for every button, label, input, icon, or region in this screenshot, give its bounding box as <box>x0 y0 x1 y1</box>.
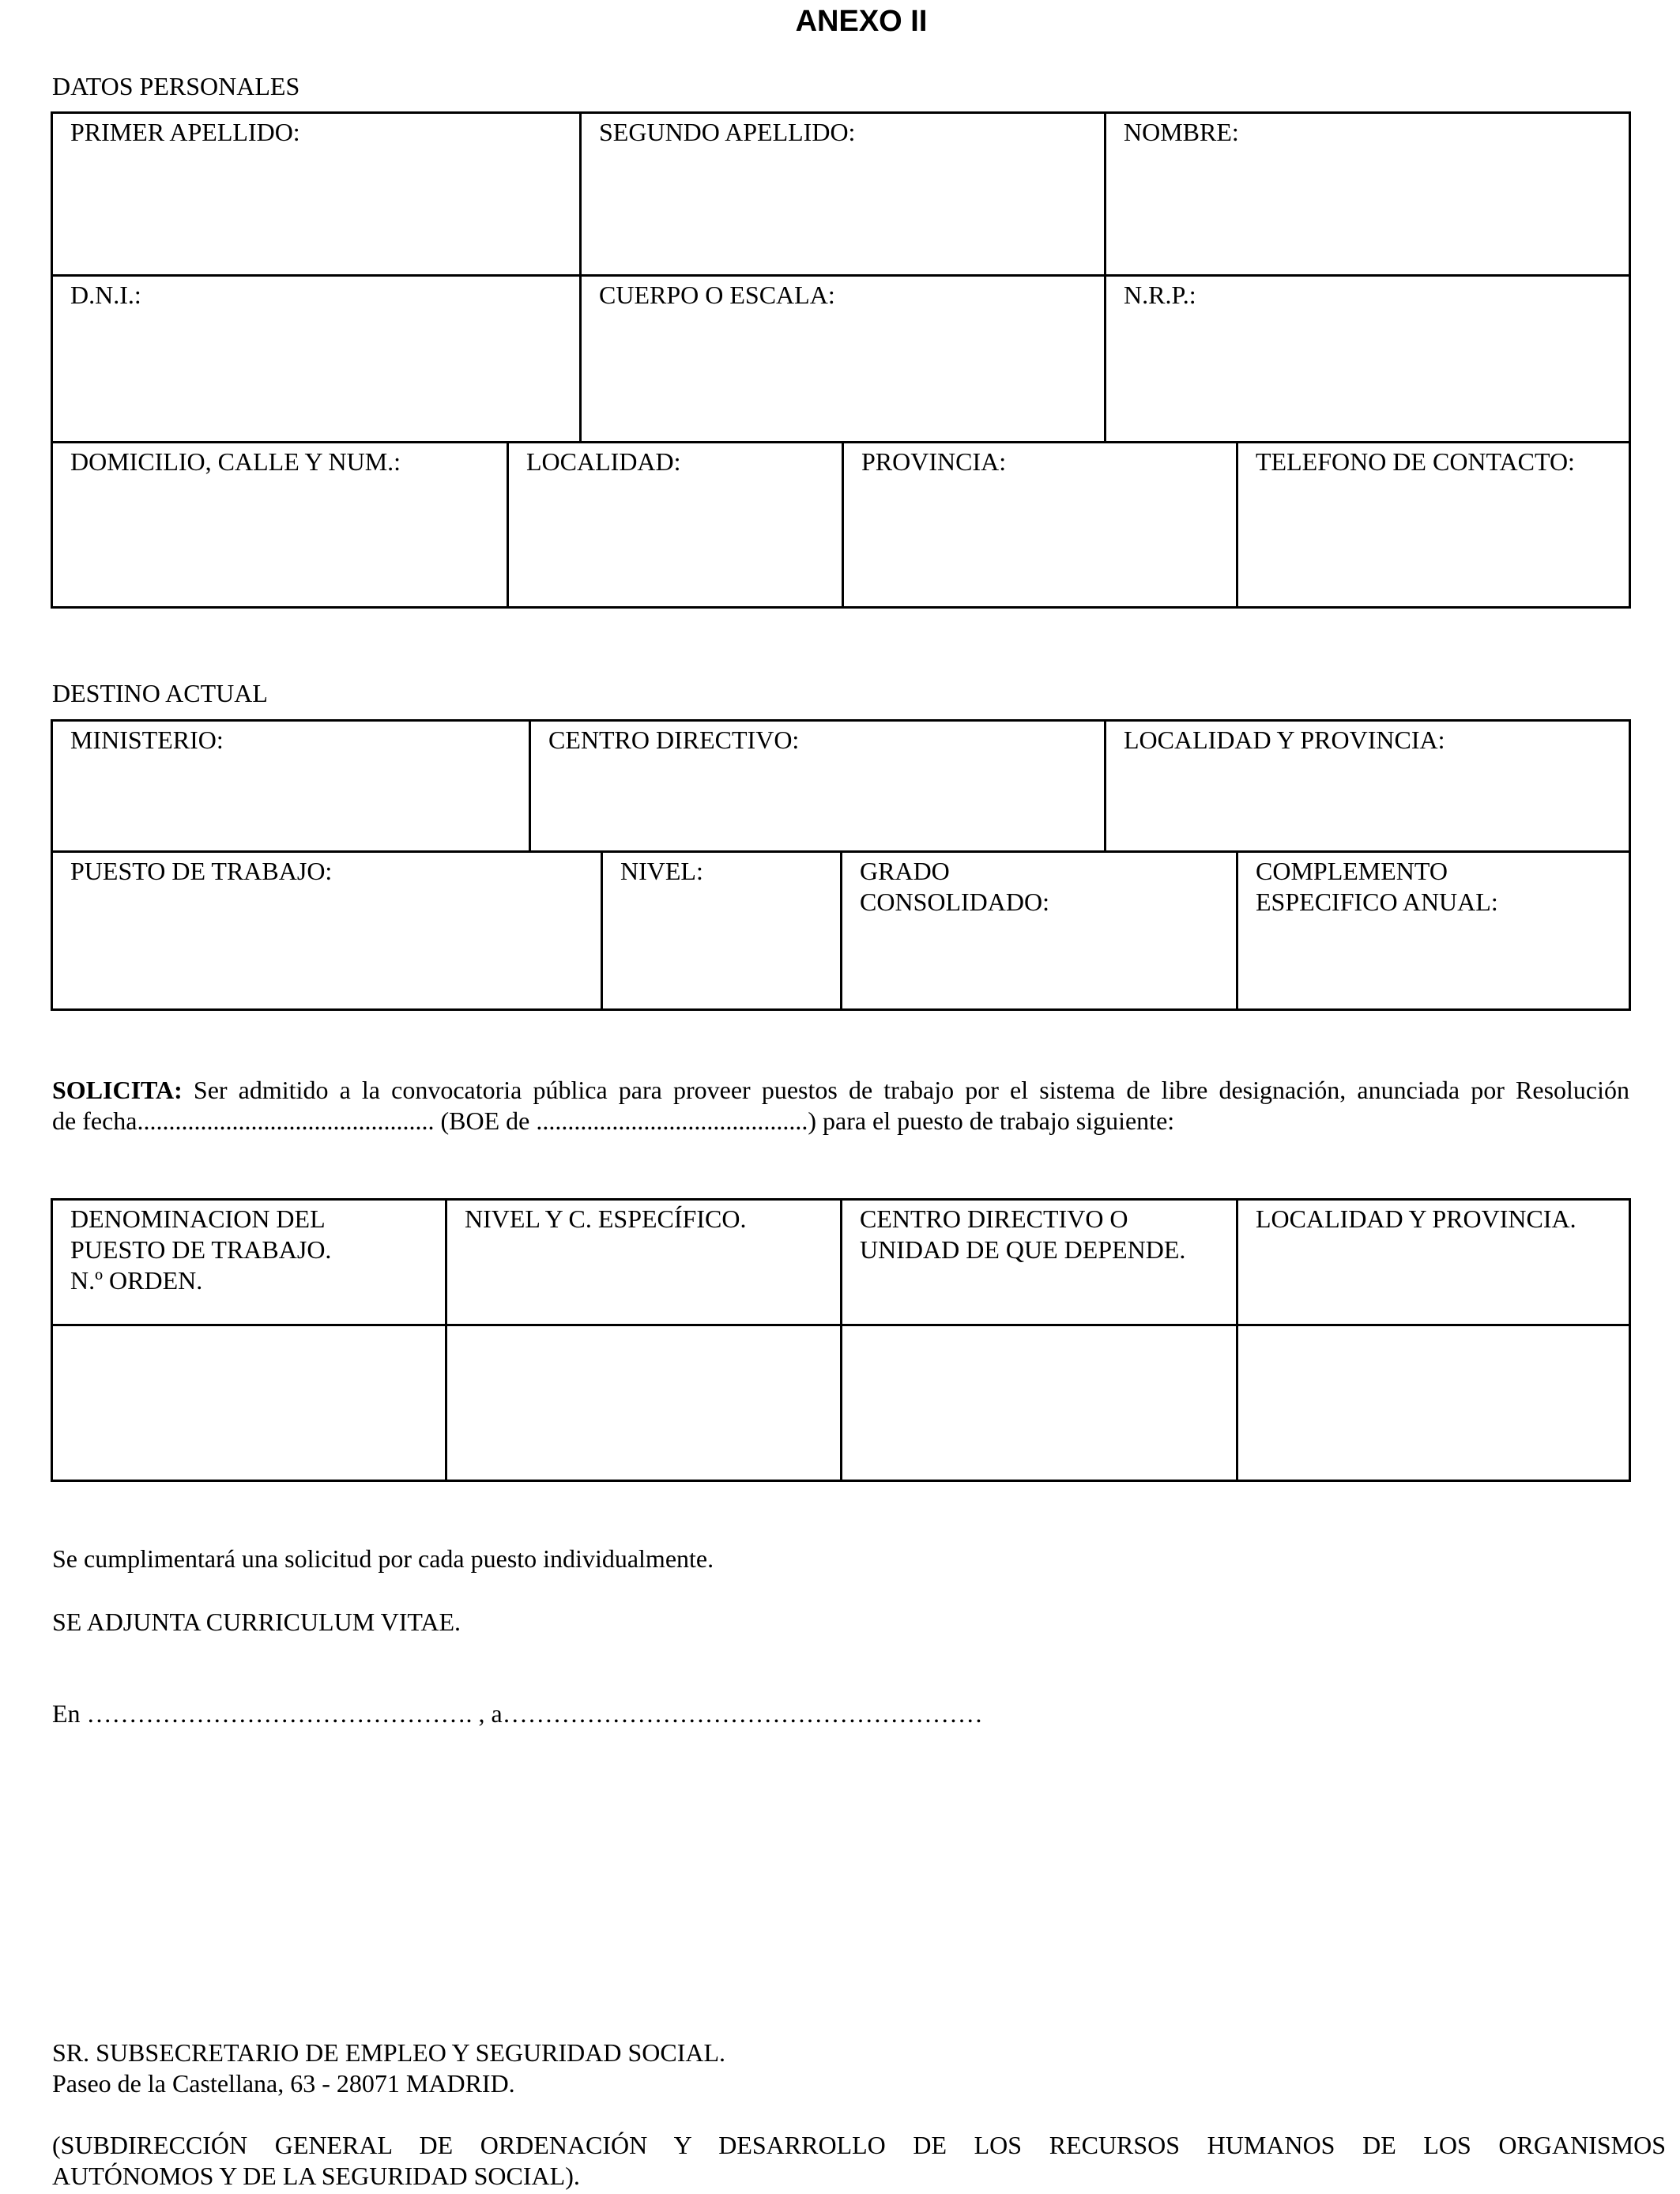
field-segundo-apellido[interactable] <box>582 114 1104 274</box>
field-ministerio[interactable] <box>53 722 529 850</box>
field-localidad[interactable] <box>509 443 842 606</box>
field-nivel[interactable] <box>603 853 840 1008</box>
field-localidad-provincia[interactable] <box>1106 722 1629 850</box>
field-label: SEGUNDO APELLIDO: <box>599 118 856 146</box>
field-label: PRIMER APELLIDO: <box>70 118 300 146</box>
place-date-line[interactable]: En ………………………………………. , a………………………………………………… <box>52 1699 983 1728</box>
field-label: LOCALIDAD: <box>526 447 681 476</box>
puesto-table <box>51 1198 1631 1482</box>
addressee-line-1: SR. SUBSECRETARIO DE EMPLEO Y SEGURIDAD SOCIAL. <box>52 2038 726 2067</box>
solicita-line-1 <box>52 1075 1629 1106</box>
field-cuerpo-escala[interactable] <box>582 277 1104 441</box>
section-heading-datos-personales: DATOS PERSONALES <box>52 72 300 100</box>
addressee-sub-line-2: AUTÓNOMOS Y DE LA SEGURIDAD SOCIAL). <box>52 2162 580 2190</box>
table-cell-denominacion[interactable] <box>53 1326 445 1480</box>
table-cell-centro[interactable] <box>842 1326 1236 1480</box>
solicita-label: SOLICITA: <box>52 1076 183 1104</box>
field-label: CENTRO DIRECTIVO: <box>548 726 800 754</box>
field-label: DOMICILIO, CALLE Y NUM.: <box>70 447 401 476</box>
field-nrp[interactable] <box>1106 277 1629 441</box>
field-telefono[interactable] <box>1238 443 1629 606</box>
field-primer-apellido[interactable] <box>53 114 579 274</box>
field-label: N.R.P.: <box>1124 281 1196 309</box>
field-centro-directivo[interactable] <box>531 722 1104 850</box>
table-header-localidad: LOCALIDAD Y PROVINCIA. <box>1256 1204 1576 1233</box>
personal-data-box <box>51 111 1631 609</box>
solicita-line-2: de fecha............................................... (BOE de ...........................................) para el puesto de trabajo siguiente: <box>52 1106 1175 1135</box>
destino-box <box>51 719 1631 1011</box>
field-label: PUESTO DE TRABAJO: <box>70 857 333 885</box>
note-curriculum: SE ADJUNTA CURRICULUM VITAE. <box>52 1608 461 1636</box>
field-label: LOCALIDAD Y PROVINCIA: <box>1124 726 1445 754</box>
field-provincia[interactable] <box>844 443 1236 606</box>
addressee-sub-line-1: (SUBDIRECCIÓN GENERAL DE ORDENACIÓN Y DESARROLLO DE LOS RECURSOS HUMANOS DE LOS ORGANISMOS <box>52 2131 1666 2159</box>
addressee-line-2: Paseo de la Castellana, 63 - 28071 MADRID. <box>52 2069 515 2098</box>
field-label: D.N.I.: <box>70 281 141 309</box>
table-header-centro: CENTRO DIRECTIVO O UNIDAD DE QUE DEPENDE. <box>860 1204 1186 1264</box>
field-label: MINISTERIO: <box>70 726 224 754</box>
field-dni[interactable] <box>53 277 579 441</box>
section-heading-destino-actual: DESTINO ACTUAL <box>52 679 268 707</box>
table-cell-localidad[interactable] <box>1238 1326 1629 1480</box>
field-label: PROVINCIA: <box>861 447 1007 476</box>
field-label: NIVEL: <box>620 857 703 885</box>
field-grado-consolidado[interactable] <box>842 853 1236 1008</box>
field-label: NOMBRE: <box>1124 118 1239 146</box>
field-label: COMPLEMENTO ESPECIFICO ANUAL: <box>1256 857 1498 916</box>
field-puesto-trabajo[interactable] <box>53 853 601 1008</box>
solicita-text: Ser admitido a la convocatoria pública para proveer puestos de trabajo por el sistema de libre designación, anunciada por Resolución <box>182 1076 1629 1104</box>
field-nombre[interactable] <box>1106 114 1629 274</box>
table-cell-nivel[interactable] <box>447 1326 840 1480</box>
field-label: TELEFONO DE CONTACTO: <box>1256 447 1575 476</box>
field-complemento-especifico[interactable] <box>1238 853 1629 1008</box>
table-header-denominacion: DENOMINACION DEL PUESTO DE TRABAJO. N.º ORDEN. <box>70 1204 332 1295</box>
field-label: CUERPO O ESCALA: <box>599 281 835 309</box>
field-label: GRADO CONSOLIDADO: <box>860 857 1049 916</box>
note-individual: Se cumplimentará una solicitud por cada puesto individualmente. <box>52 1544 714 1573</box>
field-domicilio[interactable] <box>53 443 507 606</box>
table-header-nivel: NIVEL Y C. ESPECÍFICO. <box>465 1204 747 1233</box>
page-title: ANEXO II <box>795 5 928 38</box>
